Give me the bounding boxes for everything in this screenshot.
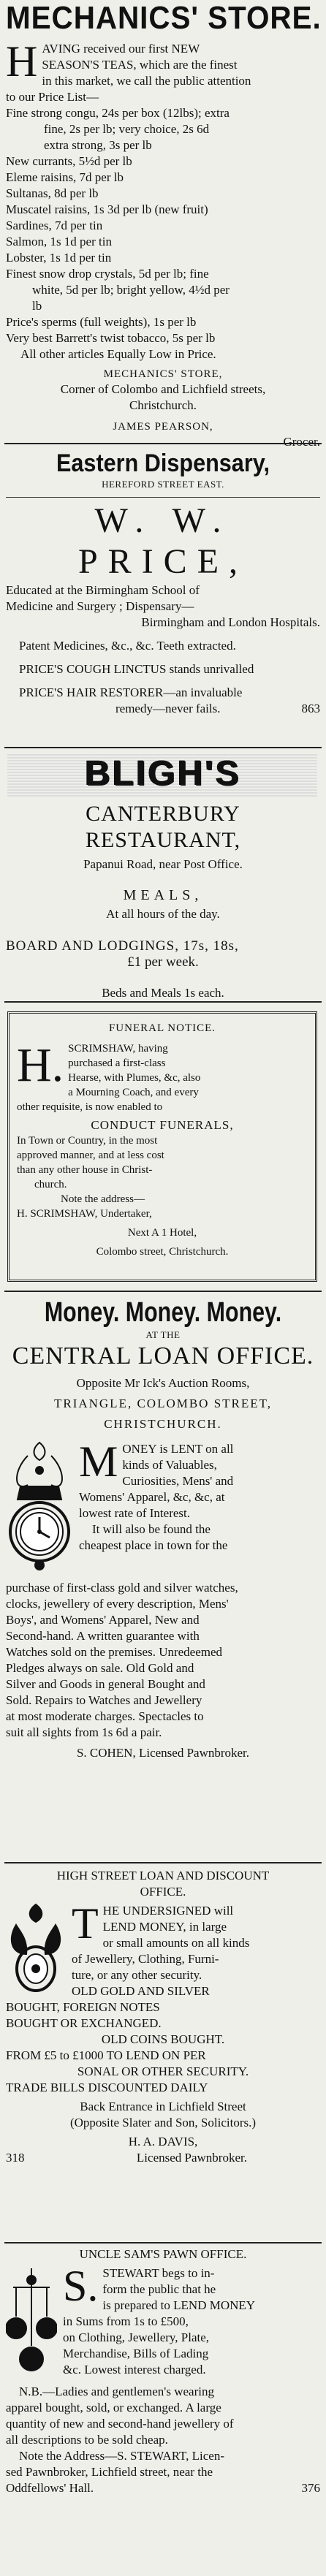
mechanics-intro-line: AVING received our first NEW — [42, 42, 200, 56]
mechanics-intro-line: in this market, we call the public attention — [42, 74, 251, 88]
price-list-item: Very best Barrett's twist tobacco, 5s per lb — [6, 331, 216, 345]
price-list-item: fine, 2s per lb; very choice, 2s 6d — [44, 122, 210, 136]
price-list-item: Sardines, 7d per tin — [6, 219, 103, 232]
pocket-watch-icon — [6, 1441, 73, 1580]
uncle-sam-side-line: in Sums from 1s to £500, — [63, 2314, 189, 2328]
high-street-side-line: OLD GOLD AND SILVER — [72, 1984, 210, 1998]
uncle-sam-ref-number: 376 — [301, 2481, 320, 2495]
uncle-sam-side-line: is prepared to LEND MONEY — [102, 2298, 256, 2312]
uncle-sam-final-line — [6, 2480, 320, 2496]
high-street-name: H. A. DAVIS, — [128, 2135, 198, 2148]
high-street-side-line: or small amounts on all kinds — [102, 1936, 250, 1950]
price-list-item: white, 5d per lb; bright yellow, 4½d per — [32, 283, 230, 297]
loan-signature: S. COHEN, Licensed Pawnbroker. — [76, 1746, 250, 1760]
price-list-item: Fine strong congu, 24s per box (12lbs); extra — [6, 106, 230, 120]
loan-body-line: Boys', and Womens' Apparel, New and — [6, 1613, 200, 1627]
loan-triangle: TRIANGLE, COLOMBO STREET, — [53, 1397, 273, 1410]
price-list-item: Sultanas, 8d per lb — [6, 186, 99, 200]
mechanics-trade: Grocer. — [283, 435, 320, 449]
divider — [4, 1862, 322, 1863]
funeral-intro-line: SCRIMSHAW, having — [68, 1043, 168, 1055]
dispensary-hair-line-2 — [6, 701, 320, 717]
funeral-intro-line: purchased a first-class — [68, 1057, 166, 1069]
divider — [4, 2242, 322, 2243]
loan-body-line: Pledges always on sale. Old Gold and — [6, 1661, 194, 1675]
loan-body-line: purchase of first-class gold and silver watches, — [6, 1581, 238, 1595]
dispensary-cough-linctus: PRICE'S COUGH LINCTUS stands unrivalled — [19, 662, 254, 676]
high-street-coins: OLD COINS BOUGHT. — [101, 2032, 225, 2046]
high-street-back: Back Entrance in Lichfield Street — [80, 2100, 246, 2113]
dispensary-hair-restorer: PRICE'S HAIR RESTORER—an invaluable — [19, 685, 243, 699]
funeral-hotel: Next A 1 Hotel, — [127, 1227, 197, 1239]
funeral-street: Colombo street, Christchurch. — [96, 1246, 229, 1258]
uncle-sams-pawn-ad — [6, 2246, 320, 2496]
dispensary-ref-number: 863 — [301, 702, 320, 715]
dispensary-line: Medicine and Surgery ; Dispensary— — [6, 599, 194, 613]
high-street-title: HIGH STREET LOAN AND DISCOUNT — [56, 1869, 270, 1882]
uncle-sam-side-line: form the public that he — [102, 2282, 216, 2296]
loan-side-line: It will also be found the — [92, 1522, 211, 1536]
funeral-body-line: than any other house in Christ- — [17, 1164, 153, 1176]
money-title: Money. Money. Money. — [44, 1297, 282, 1328]
blighs-board-price: £1 per week. — [127, 954, 199, 970]
high-street-side-line: HE UNDERSIGNED will — [102, 1904, 234, 1918]
mechanics-intro-line: SEASON'S TEAS, which are the finest — [42, 58, 238, 72]
high-street-side-line: LEND MONEY, in large — [102, 1920, 227, 1934]
jewellery-icon — [6, 1903, 66, 1998]
divider — [4, 747, 322, 748]
loan-side-line: lowest rate of Interest. — [79, 1506, 190, 1520]
price-list-item: Eleme raisins, 7d per lb — [6, 170, 124, 184]
funeral-undertaker: H. SCRIMSHAW, Undertaker, — [17, 1208, 152, 1220]
mechanics-title: MECHANICS' STORE. — [6, 0, 322, 36]
blighs-board: BOARD AND LODGINGS, 17s, 18s, — [6, 938, 239, 954]
funeral-intro-line: Hearse, with Plumes, &c, also — [68, 1072, 201, 1084]
uncle-sam-side-line: on Clothing, Jewellery, Plate, — [63, 2330, 210, 2344]
dispensary-title: Eastern Dispensary, — [56, 449, 270, 477]
blighs-banner: BLIGH'S — [85, 754, 241, 793]
mechanics-intro — [6, 37, 320, 105]
uncle-sam-side-line: Merchandise, Bills of Lading — [63, 2347, 209, 2360]
mechanics-dropcap: H — [6, 37, 38, 86]
high-street-back-2: (Opposite Slater and Son, Solicitors.) — [69, 2116, 257, 2129]
high-street-dropcap: T — [72, 1899, 99, 1948]
price-list-item: Finest snow drop crystals, 5d per lb; fine — [6, 267, 209, 281]
uncle-sam-note-line: Note the Address—S. STEWART, Licen- — [19, 2449, 225, 2463]
mechanics-footer-line: MECHANICS' STORE, — [103, 368, 223, 380]
price-list-item: Price's sperms (full weights), 1s per lb — [6, 315, 197, 329]
loan-side-line: Womens' Apparel, &c, &c, at — [79, 1490, 225, 1504]
blighs-beds: Beds and Meals 1s each. — [102, 986, 224, 1000]
loan-at-the: AT THE — [145, 1329, 181, 1340]
high-street-side-line: of Jewellery, Clothing, Furni- — [72, 1952, 219, 1966]
divider — [4, 1291, 322, 1292]
uncle-sam-nb-line: quantity of new and second-hand jewellery of — [6, 2417, 234, 2431]
loan-body-line: Silver and Goods in general Bought and — [6, 1677, 205, 1691]
loan-side-line: Curiosities, Mens' and — [122, 1474, 234, 1488]
price-list-item: Salmon, 1s 1d per tin — [6, 235, 112, 248]
uncle-sam-nb-line: apparel bought, sold, or exchanged. A large — [6, 2401, 221, 2414]
funeral-note: Note the address— — [61, 1193, 145, 1205]
loan-body-line: at most moderate charges. Spectacles to — [6, 1709, 204, 1723]
mechanics-footer — [6, 367, 320, 414]
funeral-body-line: approved manner, and at less cost — [17, 1150, 164, 1161]
pawn-balls-icon — [6, 2265, 57, 2382]
price-list-item: All other articles Equally Low in Price. — [20, 347, 216, 361]
blighs-address: Papanui Road, near Post Office. — [83, 857, 243, 871]
loan-body-line: suit all sights from 1s 6d a pair. — [6, 1725, 162, 1739]
loan-side-line: cheapest place in town for the — [79, 1538, 228, 1552]
loan-city: CHRISTCHURCH. — [104, 1417, 222, 1431]
uncle-sam-side-line: &c. Lowest interest charged. — [63, 2363, 206, 2376]
blighs-restaurant-name: CANTERBURY RESTAURANT, — [85, 802, 241, 852]
uncle-sam-title: UNCLE SAM'S PAWN OFFICE. — [79, 2247, 247, 2261]
central-loan-office-ad — [6, 1296, 320, 1761]
dispensary-hair-text: remedy—never fails. — [115, 702, 221, 715]
funeral-notice-ad — [7, 1011, 317, 1282]
dispensary-patent: Patent Medicines, &c., &c. Teeth extracted. — [19, 639, 236, 653]
high-street-ref-number: 318 — [6, 2151, 25, 2165]
price-list-item: Muscatel raisins, 1s 3d per lb (new fruit) — [6, 202, 208, 216]
high-street-bought: BOUGHT OR EXCHANGED. — [6, 2016, 162, 2030]
high-street-bills: TRADE BILLS DISCOUNTED DAILY — [6, 2081, 208, 2094]
blighs-restaurant-ad — [6, 754, 320, 1001]
mechanics-price-list — [6, 105, 320, 362]
funeral-title: FUNERAL NOTICE. — [108, 1022, 216, 1034]
funeral-intro-line: a Mourning Coach, and every — [68, 1087, 199, 1098]
uncle-sam-note-line: Oddfellows' Hall. — [6, 2481, 94, 2495]
funeral-intro-line: other requisite, is now enabled to — [17, 1101, 163, 1113]
loan-body-line: clocks, jewellery of every description, Mens' — [6, 1597, 229, 1611]
funeral-conduct: CONDUCT FUNERALS, — [91, 1118, 234, 1132]
high-street-lend: FROM £5 to £1000 TO LEND ON PER — [6, 2048, 206, 2062]
high-street-licence: Licensed Pawnbroker. — [136, 2151, 247, 2165]
price-list-item: New currants, 5½d per lb — [6, 154, 132, 168]
mechanics-footer-line: Christchurch. — [129, 398, 197, 412]
uncle-sam-note-line: sed Pawnbroker, Lichfield street, near the — [6, 2465, 213, 2479]
blighs-hours: At all hours of the day. — [106, 907, 220, 921]
dispensary-proprietor: W. W. PRICE, — [77, 501, 249, 581]
loan-body-line: Second-hand. A written guarantee with — [6, 1629, 200, 1643]
loan-side-line: ONEY is LENT on all — [122, 1442, 234, 1456]
funeral-body-line: In Town or Country, in the most — [17, 1135, 158, 1147]
blighs-meals: MEALS, — [123, 887, 203, 903]
dispensary-subtitle: HEREFORD STREET EAST. — [102, 479, 224, 490]
uncle-sam-nb-line: all descriptions to be sold cheap. — [6, 2433, 168, 2447]
divider — [4, 443, 322, 444]
high-street-lend-2: SONAL OR OTHER SECURITY. — [77, 2064, 249, 2078]
price-list-item: lb — [32, 299, 42, 313]
high-street-side-line: ture, or any other security. — [72, 1968, 202, 1982]
loan-body-line: Sold. Repairs to Watches and Jewellery — [6, 1693, 202, 1707]
loan-opposite: Opposite Mr Ick's Auction Rooms, — [76, 1376, 250, 1390]
divider — [6, 497, 320, 498]
loan-side-line: kinds of Valuables, — [122, 1458, 217, 1472]
loan-body — [6, 1580, 320, 1741]
high-street-title-2: OFFICE. — [140, 1885, 186, 1899]
loan-body-line: Watches sold on the premises. Unredeemed — [6, 1645, 223, 1659]
funeral-body-line: church. — [34, 1179, 67, 1190]
dispensary-line: Birmingham and London Hospitals. — [141, 615, 320, 629]
loan-dropcap: M — [79, 1437, 118, 1486]
mechanics-store-ad — [6, 0, 320, 450]
uncle-sam-dropcap: S. — [63, 2262, 99, 2310]
dispensary-line: Educated at the Birmingham School of — [6, 583, 200, 597]
mechanics-intro-line: to our Price List— — [6, 90, 99, 104]
uncle-sam-side-line: STEWART begs to in- — [102, 2266, 215, 2280]
eastern-dispensary-ad — [6, 449, 320, 717]
price-list-item: extra strong, 3s per lb — [44, 138, 152, 152]
price-list-item: Lobster, 1s 1d per tin — [6, 251, 112, 265]
mechanics-footer-line: Corner of Colombo and Lichfield streets, — [60, 382, 266, 396]
high-street-side-line: BOUGHT, FOREIGN NOTES — [6, 2000, 160, 2014]
uncle-sam-nb-line: N.B.—Ladies and gentlemen's wearing — [19, 2385, 214, 2398]
funeral-dropcap: H. — [17, 1038, 64, 1092]
loan-office-name: CENTRAL LOAN OFFICE. — [12, 1342, 314, 1369]
high-street-licence-line — [6, 2150, 320, 2166]
mechanics-proprietor: JAMES PEARSON, — [113, 421, 213, 433]
high-street-loan-ad — [6, 1868, 320, 2166]
divider — [4, 1001, 322, 1003]
